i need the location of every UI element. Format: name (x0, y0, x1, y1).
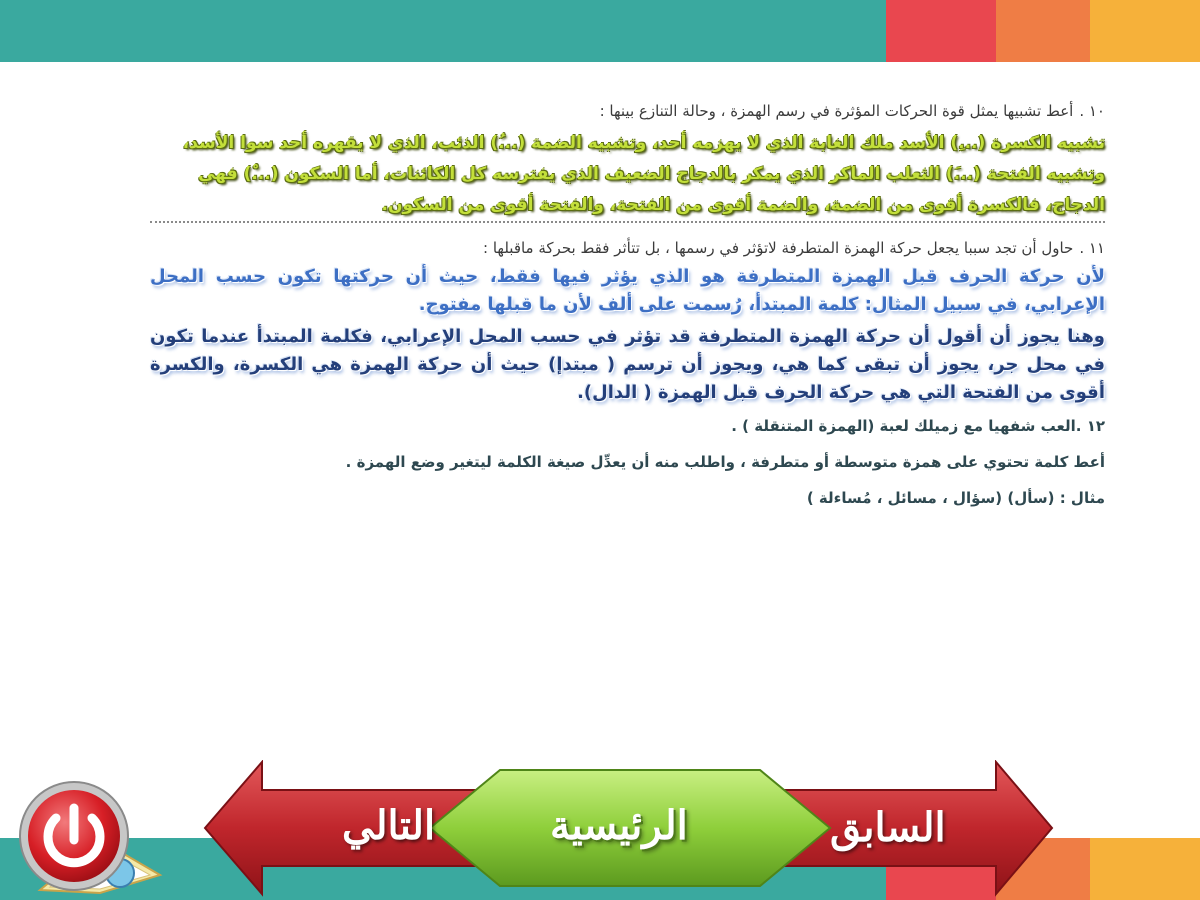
next-label: التالي (342, 802, 436, 849)
power-icon[interactable] (18, 780, 130, 892)
banner-orange-band (996, 0, 1090, 62)
question-11-number: ١١ . (1079, 239, 1105, 257)
question-12-number: ١٢ . (1075, 417, 1105, 435)
banner-yellow-band (1090, 0, 1200, 62)
answer-11-part-2: وهنا يجوز أن أقول أن حركة الهمزة المتطرفة قد تؤثر في حسب المحل الإعرابي، فكلمة المبتدأ عندما تكون في محل جر، يجوز أن تبقى كما هي، ويجوز أن ترسم ( مبتدإ) حيث أن حركة الهمزة هي الكسرة، والكسرة أقوى من الفتحة التي هي حركة الحرف قبل الهمزة ( الدال). (150, 326, 1105, 403)
question-11 (150, 237, 1105, 259)
question-12-task: أعط كلمة تحتوي على همزة متوسطة أو متطرفة ، واطلب منه أن يعدِّل صيغة الكلمة ليتغير وضع الهمزة . (345, 453, 1105, 471)
answer-11-part-1: لأن حركة الحرف قبل الهمزة المتطرفة هو الذي يؤثر فيها فقط، حيث أن حركتها تكون حسب المحل الإعرابي، في سبيل المثال: كلمة المبتدأ، رُسمت على ألف لأن ما قبلها مفتوح. (150, 266, 1105, 315)
next-button[interactable] (262, 790, 436, 866)
banner-teal-band (0, 0, 886, 62)
previous-label: السابق (830, 804, 946, 851)
question-12-text: العب شفهيا مع زميلك لعبة (الهمزة المتنقلة ) . (731, 417, 1076, 435)
home-button[interactable] (500, 770, 760, 886)
answer-10: تشبيه الكسرة (...ِ) الأسد ملك الغابة الذي لا يهزمه أحد، وتشبيه الضمة (...ُ) الذئب، الذي لا يقهره أحد سوا الأسد، وتشبيه الفتحة (...َ) الثعلب الماكر الذي يمكر بالدجاج الضعيف الذي يفترسه كل الكائنات، أما السكون (...ْ) فهي الدجاج، فالكسرة أقوى من الضمة، والضمة أقوى من الفتحة، والفتحة أقوى من السكون. (150, 128, 1105, 223)
navigation-bar (0, 760, 1200, 900)
top-banner (0, 0, 1200, 62)
question-11-text: حاول أن تجد سببا يجعل حركة الهمزة المتطرفة لاتؤثر في رسمها ، بل تتأثر فقط بحركة ماقبلها : (483, 239, 1074, 257)
banner-red-band (886, 0, 996, 62)
question-10 (150, 100, 1105, 122)
question-10-text: أعط تشبيها يمثل قوة الحركات المؤثرة في رسم الهمزة ، وحالة التنازع بينها : (599, 102, 1074, 120)
home-label: الرئيسية (550, 802, 688, 849)
question-12 (150, 415, 1105, 437)
question-12-example: مثال : (سأل) (سؤال ، مسائل ، مُساءلة ) (806, 489, 1105, 507)
question-10-number: ١٠ . (1079, 102, 1105, 120)
previous-button[interactable] (830, 790, 996, 866)
lesson-content (150, 100, 1105, 509)
